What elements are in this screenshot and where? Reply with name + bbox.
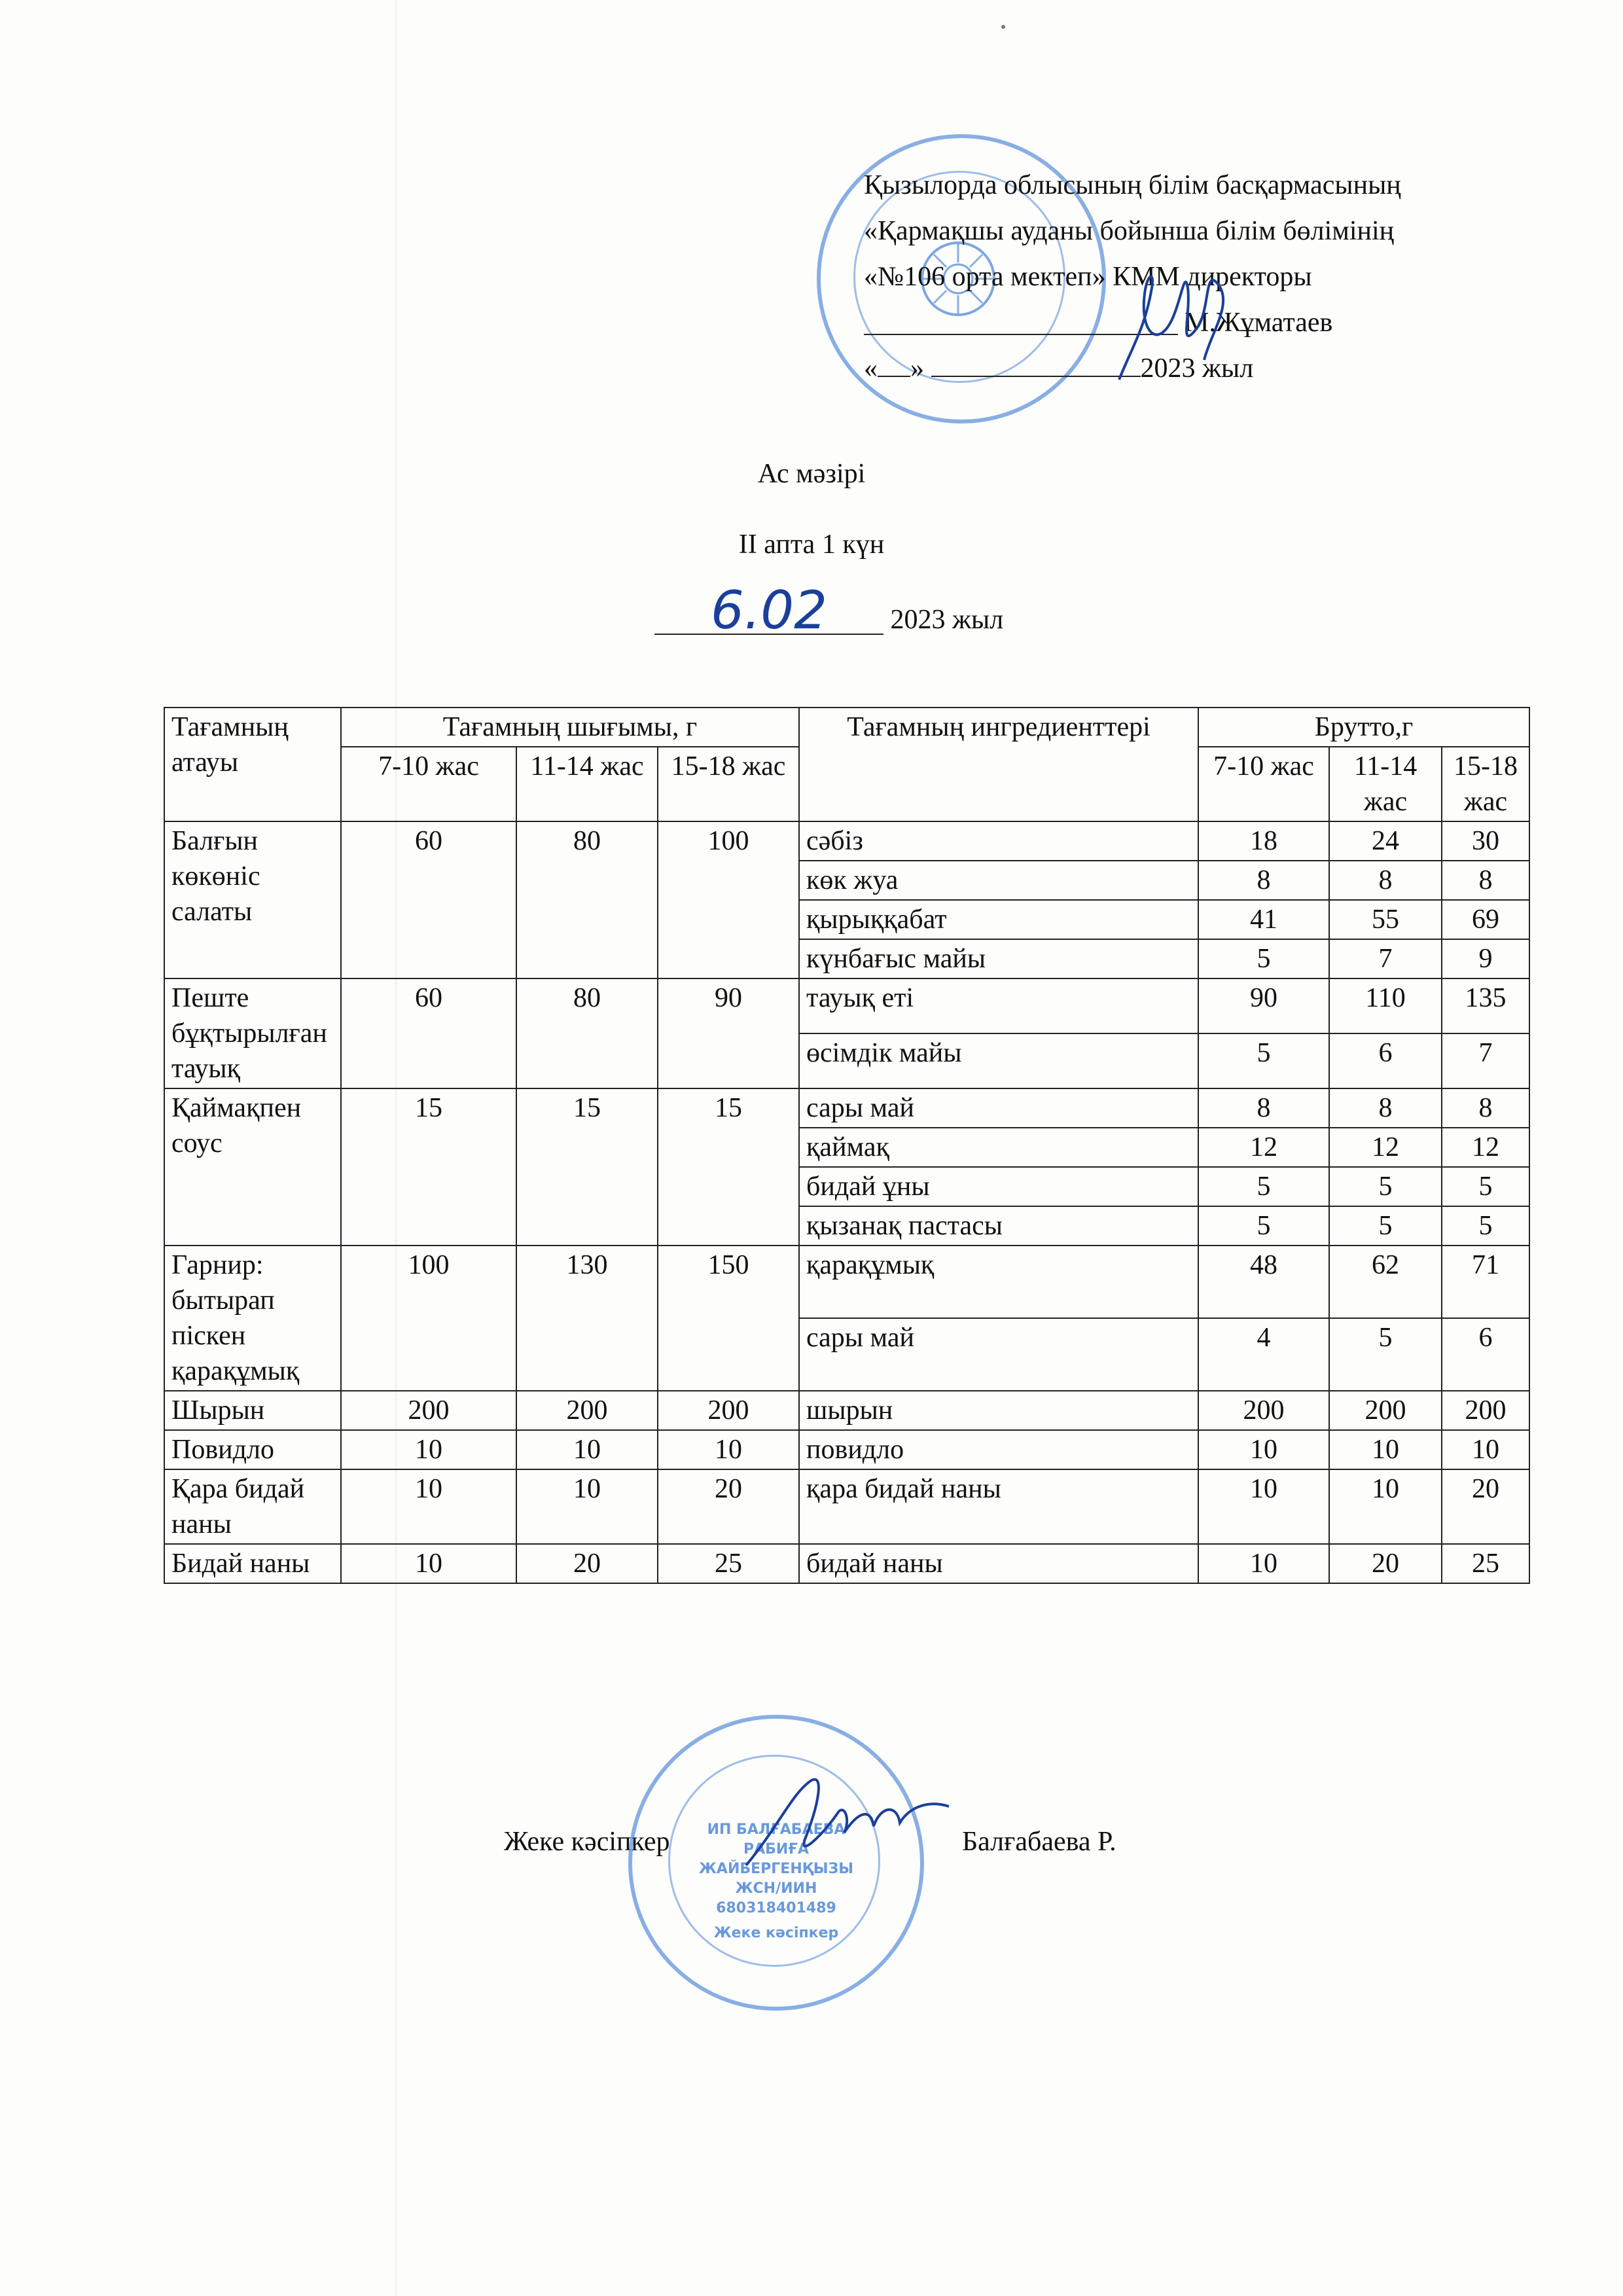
dish-output-value: 20 [516,1544,658,1583]
stamp-name-1: РАБИҒА [743,1841,809,1857]
dish-output-value: 100 [341,1246,516,1391]
brutto-value: 10 [1198,1430,1329,1469]
brutto-value: 8 [1442,1088,1529,1128]
stamp-iin-label: ЖСН/ИИН [735,1880,817,1897]
brutto-value: 8 [1198,1088,1329,1128]
brutto-value: 5 [1198,939,1329,978]
stamp-name-2: ЖАЙБЕРГЕНҚЫЗЫ [698,1861,854,1877]
stamp-iin: 680318401489 [716,1900,836,1916]
dish-output-value: 200 [658,1391,799,1430]
brutto-value: 7 [1329,939,1442,978]
header-ingredients: Тағамның ингредиенттері [799,708,1198,821]
brutto-value: 20 [1329,1544,1442,1583]
ingredient-name: қаймақ [799,1128,1198,1167]
entrepreneur-signature [740,1767,955,1878]
ingredient-name: көк жуа [799,861,1198,900]
brutto-value: 6 [1442,1318,1529,1391]
header-brutto: Брутто,г [1198,708,1529,747]
brutto-value: 8 [1442,861,1529,900]
ingredient-name: бидай наны [799,1544,1198,1583]
brutto-value: 10 [1198,1544,1329,1583]
scan-speck [1001,25,1005,29]
header-age-11-14: 11-14 жас [516,747,658,821]
brutto-value: 5 [1329,1206,1442,1246]
brutto-value: 8 [1329,1088,1442,1128]
brutto-value: 9 [1442,939,1529,978]
brutto-value: 5 [1198,1167,1329,1206]
dish-output-value: 10 [341,1469,516,1544]
dish-output-value: 10 [516,1469,658,1544]
brutto-value: 135 [1442,978,1529,1033]
ingredient-name: өсімдік майы [799,1033,1198,1088]
brutto-value: 25 [1442,1544,1529,1583]
table-row [164,1391,1529,1430]
table-row [164,1246,1529,1318]
brutto-value: 12 [1198,1128,1329,1167]
header-brutto-age-11-14: 11-14 жас [1329,747,1442,821]
dish-output-value: 60 [341,978,516,1088]
brutto-value: 10 [1442,1430,1529,1469]
approval-date-line: « » 2023 жыл [864,346,1401,391]
approval-line-1: Қызылорда облысының білім басқармасының [864,170,1401,200]
brutto-value: 69 [1442,900,1529,939]
brutto-value: 48 [1198,1246,1329,1318]
dish-name: Балғын көкөніс салаты [164,821,341,978]
brutto-value: 18 [1198,821,1329,861]
brutto-value: 110 [1329,978,1442,1033]
brutto-value: 30 [1442,821,1529,861]
ingredient-name: сары май [799,1318,1198,1391]
brutto-value: 41 [1198,900,1329,939]
brutto-value: 20 [1442,1469,1529,1544]
brutto-value: 12 [1329,1128,1442,1167]
dish-output-value: 80 [516,821,658,978]
brutto-value: 55 [1329,900,1442,939]
ingredient-name: шырын [799,1391,1198,1430]
brutto-value: 5 [1442,1167,1529,1206]
dish-output-value: 200 [516,1391,658,1430]
brutto-value: 24 [1329,821,1442,861]
brutto-value: 5 [1442,1206,1529,1246]
brutto-value: 6 [1329,1033,1442,1088]
dish-output-value: 10 [658,1430,799,1469]
dish-output-value: 130 [516,1246,658,1391]
table-row [164,1088,1529,1128]
brutto-value: 7 [1442,1033,1529,1088]
ingredient-name: тауық еті [799,978,1198,1033]
dish-output-value: 20 [658,1469,799,1544]
brutto-value: 12 [1442,1128,1529,1167]
ingredient-name: сәбіз [799,821,1198,861]
brutto-value: 90 [1198,978,1329,1033]
brutto-value: 5 [1329,1318,1442,1391]
footer-entrepreneur-label: Жеке кәсіпкер [504,1827,670,1857]
ingredient-name: қызанақ пастасы [799,1206,1198,1246]
approval-line-3: «№106 орта мектеп» КММ директоры [864,262,1312,292]
brutto-value: 8 [1198,861,1329,900]
dish-name: Повидло [164,1430,341,1469]
menu-year: 2023 жыл [890,605,1004,635]
ingredient-name: қара бидай наны [799,1469,1198,1544]
brutto-value: 5 [1198,1033,1329,1088]
dish-name: Бидай наны [164,1544,341,1583]
dish-output-value: 25 [658,1544,799,1583]
dish-output-value: 200 [341,1391,516,1430]
table-row [164,978,1529,1033]
brutto-value: 5 [1329,1167,1442,1206]
brutto-value: 200 [1329,1391,1442,1430]
brutto-value: 10 [1329,1469,1442,1544]
header-age-15-18: 15-18 жас [658,747,799,821]
table-row [164,1544,1529,1583]
ingredient-name: қарақұмық [799,1246,1198,1318]
header-age-7-10: 7-10 жас [341,747,516,821]
dish-name: Пеште бұқтырылған тауық [164,978,341,1088]
brutto-value: 10 [1329,1430,1442,1469]
dish-name: Шырын [164,1391,341,1430]
menu-table-body [164,821,1529,1583]
dish-name: Қара бидай наны [164,1469,341,1544]
week-day-subtitle: ІІ апта 1 күн [738,529,885,560]
dish-output-value: 90 [658,978,799,1088]
header-brutto-age-15-18: 15-18 жас [1442,747,1529,821]
page-title: Ас мәзірі [757,459,866,489]
dish-output-value: 15 [341,1088,516,1246]
approval-line-2: «Қармақшы ауданы бойынша білім бөлімінің [864,216,1395,246]
stamp-bottom-text: Жеке кәсіпкер [713,1925,839,1941]
ingredient-name: күнбағыс майы [799,939,1198,978]
footer-entrepreneur-name: Балғабаева Р. [962,1827,1116,1857]
brutto-value: 10 [1198,1469,1329,1544]
dish-output-value: 15 [658,1088,799,1246]
brutto-value: 200 [1442,1391,1529,1430]
ingredient-name: сары май [799,1088,1198,1128]
dish-output-value: 10 [516,1430,658,1469]
dish-output-value: 80 [516,978,658,1088]
dish-output-value: 150 [658,1246,799,1391]
header-output: Тағамның шығымы, г [341,708,799,747]
menu-date [654,580,1004,641]
menu-table [164,707,1530,1584]
dish-output-value: 10 [341,1430,516,1469]
dish-output-value: 10 [341,1544,516,1583]
table-row [164,1430,1529,1469]
dish-name: Гарнир: бытырап піскен қарақұмық [164,1246,341,1391]
director-signature [1106,249,1237,393]
handwritten-date: 6.02 [654,588,883,635]
table-row [164,821,1529,861]
brutto-value: 62 [1329,1246,1442,1318]
dish-output-value: 60 [341,821,516,978]
brutto-value: 71 [1442,1246,1529,1318]
brutto-value: 4 [1198,1318,1329,1391]
stamp-top-text: ИП БАЛҒАБАЕВА [707,1821,846,1838]
dish-output-value: 15 [516,1088,658,1246]
director-name: М.Жұматаев [1185,308,1333,338]
ingredient-name: повидло [799,1430,1198,1469]
approval-year: 2023 жыл [1140,353,1254,384]
dish-name: Қаймақпен соус [164,1088,341,1246]
brutto-value: 200 [1198,1391,1329,1430]
brutto-value: 8 [1329,861,1442,900]
ingredient-name: бидай ұны [799,1167,1198,1206]
brutto-value: 5 [1198,1206,1329,1246]
header-dish: Тағамның атауы [164,708,341,821]
table-row [164,1469,1529,1544]
dish-output-value: 100 [658,821,799,978]
header-brutto-age-7-10: 7-10 жас [1198,747,1329,821]
ingredient-name: қырыққабат [799,900,1198,939]
